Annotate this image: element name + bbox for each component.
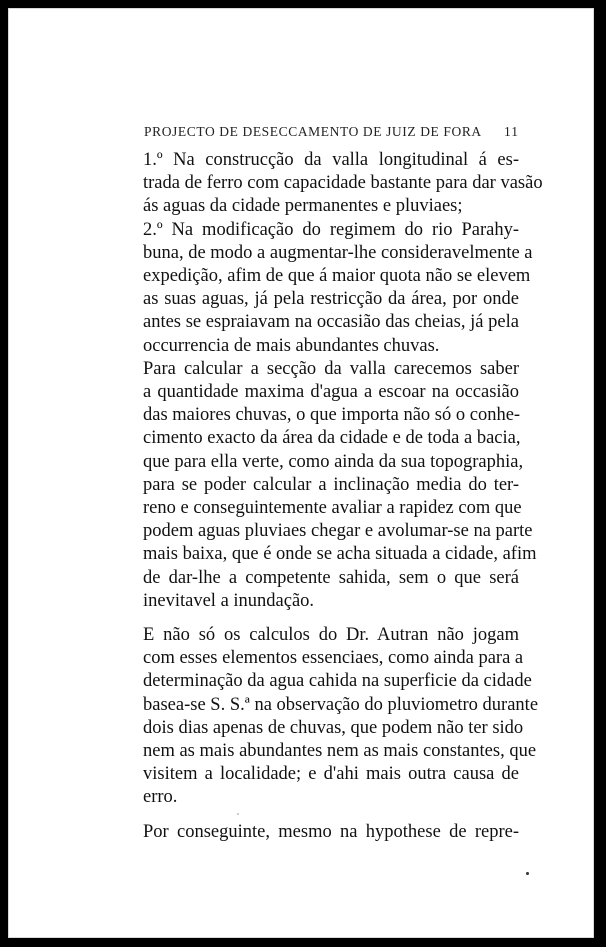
- text-line: buna, de modo a augmentar-lhe consideravelmente a: [143, 242, 533, 263]
- text-line: erro.: [143, 787, 178, 808]
- text-line: inevitavel a inundação.: [143, 590, 315, 611]
- paragraph: [105, 821, 519, 844]
- text-line: das maiores chuvas, o que importa não só o conhe-: [143, 405, 521, 426]
- text-line: dois dias apenas de chuvas, que podem não ter sido: [143, 717, 524, 738]
- text-line: as suas aguas, já pela restricção da área, por onde: [143, 289, 519, 310]
- text-line: expedição, afim de que á maior quota não se elevem: [143, 266, 531, 287]
- book-page: [8, 8, 594, 938]
- text-line: determinação da agua cahida na superficie da cidade: [143, 671, 532, 692]
- paper-speck: [526, 872, 529, 875]
- text-line: trada de ferro com capacidade bastante para dar vasão: [143, 173, 543, 194]
- text-line: podem aguas pluviaes chegar e avolumar-se na parte: [143, 521, 533, 542]
- text-line: para se poder calcular a inclinação media do ter-: [143, 474, 519, 495]
- text-line: antes se espraiavam na occasião das cheias, já pela: [143, 312, 519, 333]
- text-line: 1.º Na construcção da valla longitudinal á es-: [143, 150, 519, 170]
- text-line: Por conseguinte, mesmo na hypothese de repre-: [143, 821, 519, 842]
- text-line: com esses elementos essenciaes, como ainda para a: [143, 648, 524, 669]
- running-header: [144, 124, 519, 140]
- text-line: basea-se S. S.ª na observação do pluviometro durante: [143, 694, 539, 715]
- text-line: de dar-lhe a competente sahida, sem o que será: [143, 567, 519, 588]
- header-title: PROJECTO DE DESECCAMENTO DE JUIZ DE FORA: [144, 124, 482, 139]
- text-line: nem as mais abundantes nem as mais constantes, que: [143, 741, 537, 762]
- paragraph: [105, 149, 543, 219]
- paragraph: [105, 358, 537, 613]
- text-line: Para calcular a secção da valla carecemos saber: [143, 358, 519, 379]
- text-line: ás aguas da cidade permanentes e pluviaes;: [143, 196, 463, 217]
- text-line: 2.º Na modificação do regimem do rio Parahy-: [143, 219, 519, 240]
- paragraph: [105, 219, 533, 358]
- text-line: reno e conseguintemente avaliar a rapidez com que: [143, 498, 522, 519]
- text-line: occurrencia de mais abundantes chuvas.: [143, 335, 440, 356]
- paper-speck: [237, 813, 239, 815]
- text-line: E não só os calculos do Dr. Autran não jogam: [143, 625, 519, 646]
- text-line: que para ella verte, como ainda da sua topographia,: [143, 451, 524, 472]
- page-number: 11: [504, 124, 519, 139]
- paragraph: [105, 624, 539, 810]
- text-line: visitem a localidade; e d'ahi mais outra causa de: [143, 764, 519, 785]
- text-line: mais baixa, que é onde se acha situada a cidade, afim: [143, 544, 537, 565]
- text-line: a quantidade maxima d'agua a escoar na occasião: [143, 382, 519, 403]
- text-line: cimento exacto da área da cidade e de toda a bacia,: [143, 428, 521, 449]
- body-text: [105, 149, 543, 844]
